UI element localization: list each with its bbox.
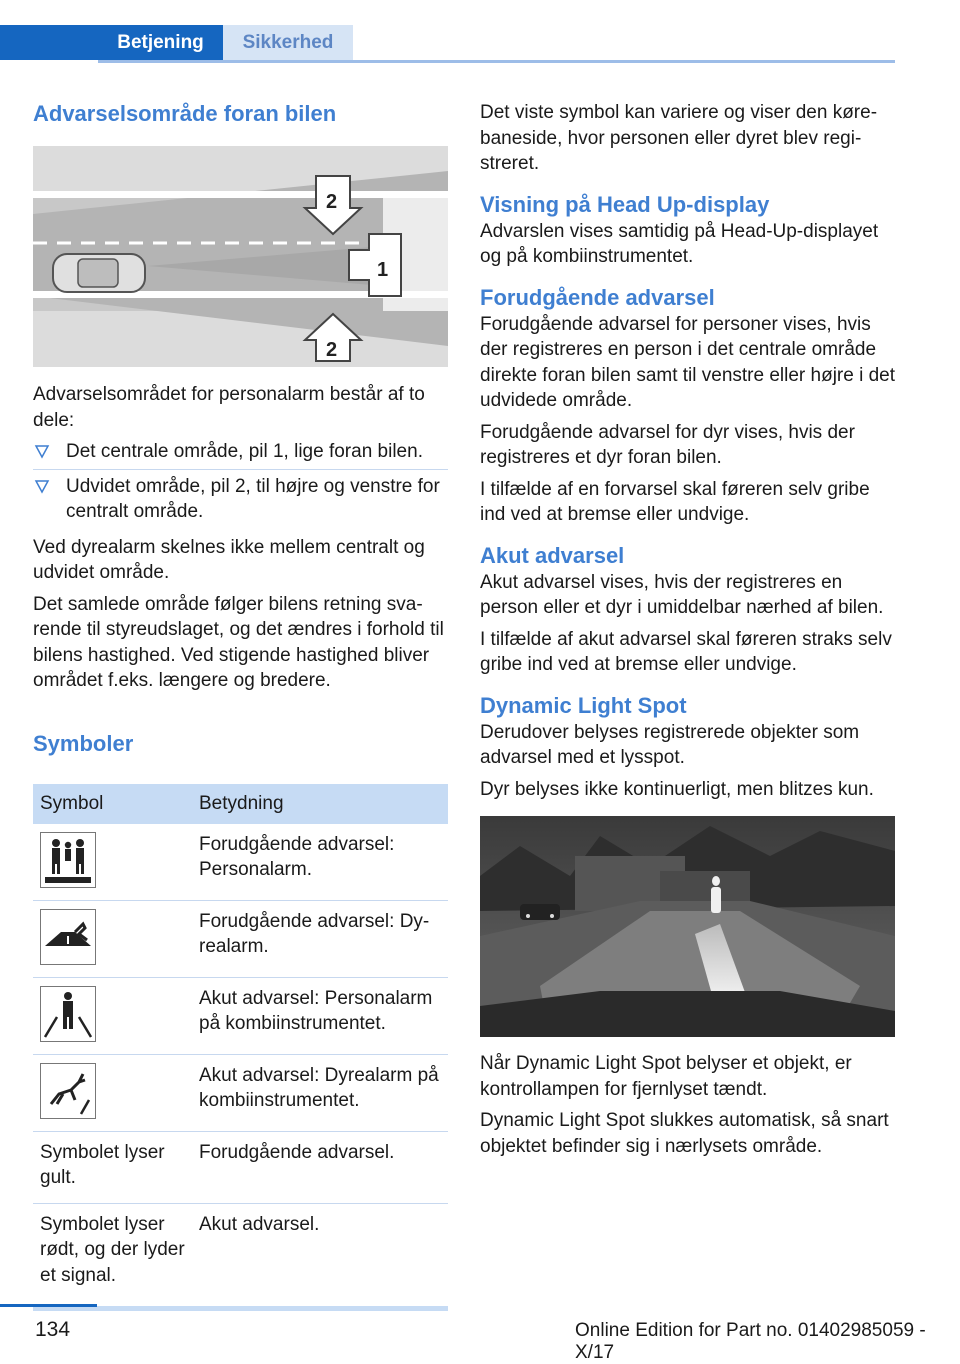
- tab-bar-accent: [0, 25, 98, 60]
- symbols-table: [33, 784, 448, 1312]
- paragraph: Forudgående advarsel for personer vises, hvis der registreres en person i det centrale område direkte foran bilen samt til venstre eller højre i det udvidede område.: [480, 313, 896, 411]
- table-row: [33, 1203, 448, 1309]
- tab-underline: [98, 60, 895, 63]
- page-number: 134: [35, 1318, 71, 1341]
- paragraph: Ved dyrealarm skelnes ikke mellem centralt og udvidet område.: [33, 536, 425, 583]
- left-column: [33, 100, 448, 1311]
- pedestrians-icon: [40, 832, 96, 888]
- table-header-row: [33, 784, 448, 824]
- area-list: [33, 439, 448, 529]
- table-row: [33, 1054, 448, 1131]
- section-heading-hud: Visning på Head Up-display: [480, 191, 770, 217]
- meaning-cell: Forudgående advarsel.: [192, 1131, 448, 1203]
- arrow-1-label: 1: [377, 259, 389, 281]
- oncoming-car: [520, 904, 560, 920]
- section-heading-dynamic-light-spot: Dynamic Light Spot: [480, 692, 687, 718]
- paragraph: Dyr belyses ikke kontinuerligt, men blitzes kun.: [480, 778, 874, 800]
- list-item-text: Udvidet område, pil 2, til højre og venstre for centralt område.: [66, 475, 440, 522]
- paragraph: Når Dynamic Light Spot belyser et objekt, er kontrollampen for fjernlyset tændt.: [480, 1053, 852, 1100]
- meaning-cell: Forudgående advarsel: Personalarm.: [192, 824, 448, 901]
- meaning-cell: Akut advarsel: Dyrealarm på kombiinstrumentet.: [192, 1054, 448, 1131]
- meaning-cell: Akut advarsel: Personalarm på kombiinstrumentet.: [192, 977, 448, 1054]
- list-item: [33, 474, 448, 529]
- tab-bar: [0, 0, 895, 62]
- paragraph: Forudgående advarsel for dyr vises, hvis der registreres et dyr foran bilen.: [480, 421, 855, 468]
- car-icon: [53, 254, 145, 292]
- paragraph: Advarslen vises samtidig på Head-Up-displayet og på kombiinstrumentet.: [480, 220, 879, 267]
- table-row: [33, 1131, 448, 1203]
- list-item-text: Det centrale område, pil 1, lige foran bilen.: [66, 441, 423, 462]
- deer-road-icon: [40, 1063, 96, 1119]
- paragraph: I tilfælde af en forvarsel skal føreren selv gribe ind ved at bremse eller undvige.: [480, 478, 870, 525]
- intro-text: Advarselsområdet for personalarm består af to dele:: [33, 384, 425, 431]
- dynamic-light-spot-image: [480, 816, 895, 1037]
- symbol-text-cell: Symbolet lyser rødt, og der lyder et signal.: [33, 1203, 192, 1309]
- section-heading-pre-warning: Forudgående advarsel: [480, 284, 715, 310]
- right-column: [480, 100, 895, 1159]
- arrow-2-top-label: 2: [326, 191, 338, 213]
- tab-betjening[interactable]: Betjening: [98, 25, 223, 60]
- triangle-bullet-icon: [34, 442, 50, 462]
- paragraph: Det viste symbol kan variere og viser den kørebaneside, hvor personen eller dyret blev registreret.: [480, 102, 878, 174]
- paragraph: Dynamic Light Spot slukkes automatisk, så snart objektet befinder sig i nærlysets område.: [480, 1110, 889, 1157]
- table-row: [33, 824, 448, 901]
- column-header-meaning: Betydning: [192, 784, 448, 824]
- paragraph: Derudover belyses registrerede objekter som advarsel med et lysspot.: [480, 721, 860, 768]
- pedestrian-figure: [711, 876, 721, 913]
- meaning-cell: Akut advarsel.: [192, 1203, 448, 1309]
- animal-on-road-icon: [40, 909, 96, 965]
- paragraph: I tilfælde af akut advarsel skal føreren straks selv gribe ind ved at bremse eller undvige.: [480, 628, 892, 675]
- footer-line: [0, 1304, 97, 1307]
- column-header-symbol: Symbol: [33, 784, 192, 824]
- table-row: [33, 977, 448, 1054]
- warning-area-diagram: [33, 146, 448, 367]
- paragraph: Det samlede område følger bilens retning svarende til styreudslaget, og det ændres i forhold til bilens hastighed. Ved stigende hastighed bliver området f.eks. længere og bredere.: [33, 593, 444, 691]
- meaning-cell: Forudgående advarsel: Dyrealarm.: [192, 900, 448, 977]
- section-heading-acute-warning: Akut advarsel: [480, 542, 625, 568]
- list-item: [33, 439, 448, 470]
- symbol-text-cell: Symbolet lyser gult.: [33, 1131, 192, 1203]
- paragraph: Akut advarsel vises, hvis der registreres en person eller et dyr i umiddelbar nærhed af bilen.: [480, 571, 884, 618]
- pedestrian-road-icon: [40, 986, 96, 1042]
- triangle-bullet-icon: [34, 477, 50, 497]
- section-heading-warning-area: Advarselsområde foran bilen: [33, 101, 337, 126]
- edition-text: Online Edition for Part no. 01402985059 - X/17: [575, 1320, 926, 1363]
- arrow-2-bottom-label: 2: [326, 339, 338, 361]
- table-row: [33, 900, 448, 977]
- section-heading-symbols: Symboler: [33, 730, 134, 756]
- tab-sikkerhed[interactable]: Sikkerhed: [223, 25, 353, 60]
